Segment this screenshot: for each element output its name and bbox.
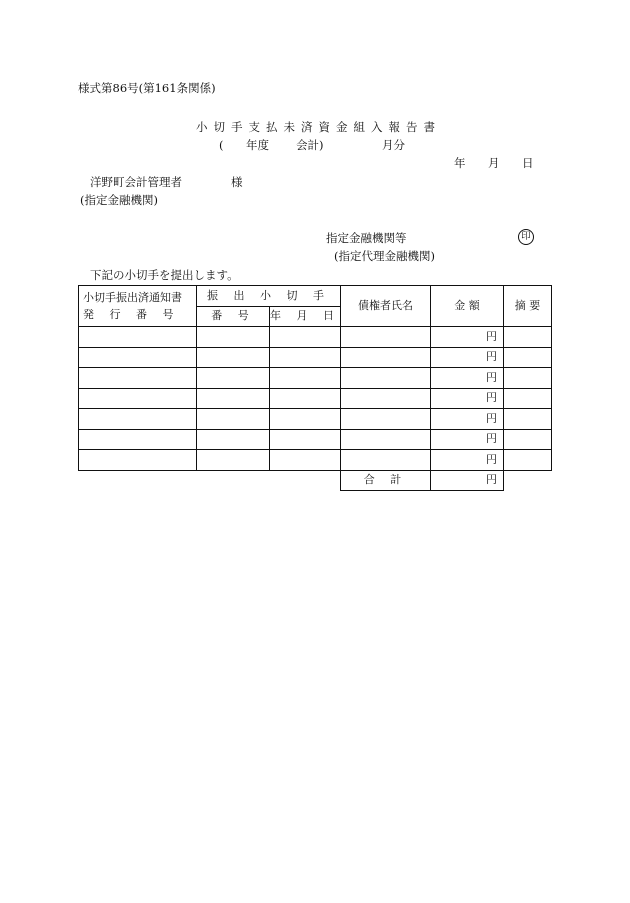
amount-cell[interactable]: 円 (431, 368, 504, 389)
fiscal-year-label: 年度 (246, 138, 269, 152)
document-title: 小切手支払未済資金組入報告書 (196, 120, 441, 134)
amount-cell[interactable]: 円 (431, 388, 504, 409)
check-date-cell[interactable] (270, 347, 341, 368)
creditor-cell[interactable] (341, 450, 431, 471)
remarks-cell[interactable] (504, 409, 552, 430)
amount-header: 金 額 (431, 286, 504, 327)
notice-number-cell[interactable] (79, 368, 197, 389)
check-number-cell[interactable] (197, 347, 270, 368)
table-row (79, 409, 552, 430)
seal-mark: 印 (518, 229, 534, 245)
intro-text: 下記の小切手を提出します。 (90, 268, 239, 282)
check-number-cell[interactable] (197, 368, 270, 389)
sender-sub: (指定代理金融機関) (334, 249, 435, 263)
total-amount-cell[interactable]: 円 (431, 470, 504, 491)
table-row (79, 347, 552, 368)
empty-cell (197, 470, 270, 491)
notice-number-cell[interactable] (79, 409, 197, 430)
creditor-header: 債権者氏名 (341, 286, 431, 327)
remarks-cell[interactable] (504, 368, 552, 389)
check-date-cell[interactable] (270, 429, 341, 450)
table-row (79, 429, 552, 450)
date-year-label: 年 (454, 156, 466, 170)
sender-label: 指定金融機関等 (326, 231, 407, 245)
remarks-cell[interactable] (504, 327, 552, 348)
notice-number-cell[interactable] (79, 347, 197, 368)
amount-cell[interactable]: 円 (431, 347, 504, 368)
notice-header-line1: 小切手振出済通知書 (83, 291, 182, 304)
creditor-cell[interactable] (341, 429, 431, 450)
table-row (79, 450, 552, 471)
date-day-label: 日 (522, 156, 534, 170)
notice-number-cell[interactable] (79, 327, 197, 348)
remarks-cell[interactable] (504, 347, 552, 368)
remarks-cell[interactable] (504, 429, 552, 450)
check-date-cell[interactable] (270, 327, 341, 348)
table-row (79, 327, 552, 348)
empty-cell (270, 470, 341, 491)
check-date-cell[interactable] (270, 388, 341, 409)
check-number-cell[interactable] (197, 409, 270, 430)
notice-number-cell[interactable] (79, 429, 197, 450)
issued-check-header: 振 出 小 切 手 (197, 286, 341, 307)
check-date-cell[interactable] (270, 450, 341, 471)
creditor-cell[interactable] (341, 388, 431, 409)
amount-cell[interactable]: 円 (431, 450, 504, 471)
check-date-cell[interactable] (270, 409, 341, 430)
total-row (79, 470, 552, 491)
amount-cell[interactable]: 円 (431, 429, 504, 450)
empty-cell (79, 470, 197, 491)
notice-number-header (79, 286, 197, 327)
notice-number-cell[interactable] (79, 450, 197, 471)
check-number-cell[interactable] (197, 429, 270, 450)
remarks-header: 摘 要 (504, 286, 552, 327)
form-number: 様式第86号(第161条関係) (78, 81, 216, 95)
table-row (79, 368, 552, 389)
fiscal-open-paren: ( (219, 138, 224, 152)
table-row (79, 388, 552, 409)
addressee: 洋野町会計管理者 (90, 175, 182, 189)
remarks-cell[interactable] (504, 450, 552, 471)
check-date-header: 年 月 日 (270, 306, 341, 327)
empty-cell (504, 470, 552, 491)
remarks-cell[interactable] (504, 388, 552, 409)
month-portion-label: 月分 (382, 138, 405, 152)
notice-header-line2: 発 行 番 号 (83, 308, 180, 321)
creditor-cell[interactable] (341, 368, 431, 389)
amount-cell[interactable]: 円 (431, 409, 504, 430)
date-month-label: 月 (488, 156, 500, 170)
addressee-sub: (指定金融機関) (80, 193, 158, 207)
check-date-cell[interactable] (270, 368, 341, 389)
check-number-cell[interactable] (197, 388, 270, 409)
check-number-header: 番 号 (197, 306, 270, 327)
creditor-cell[interactable] (341, 409, 431, 430)
account-label: 会計) (296, 138, 324, 152)
notice-number-cell[interactable] (79, 388, 197, 409)
creditor-cell[interactable] (341, 327, 431, 348)
check-number-cell[interactable] (197, 327, 270, 348)
amount-cell[interactable]: 円 (431, 327, 504, 348)
total-label: 合 計 (341, 470, 431, 491)
check-number-cell[interactable] (197, 450, 270, 471)
report-table (78, 285, 552, 491)
table-header-row (79, 286, 552, 307)
creditor-cell[interactable] (341, 347, 431, 368)
honorific: 様 (231, 175, 243, 189)
